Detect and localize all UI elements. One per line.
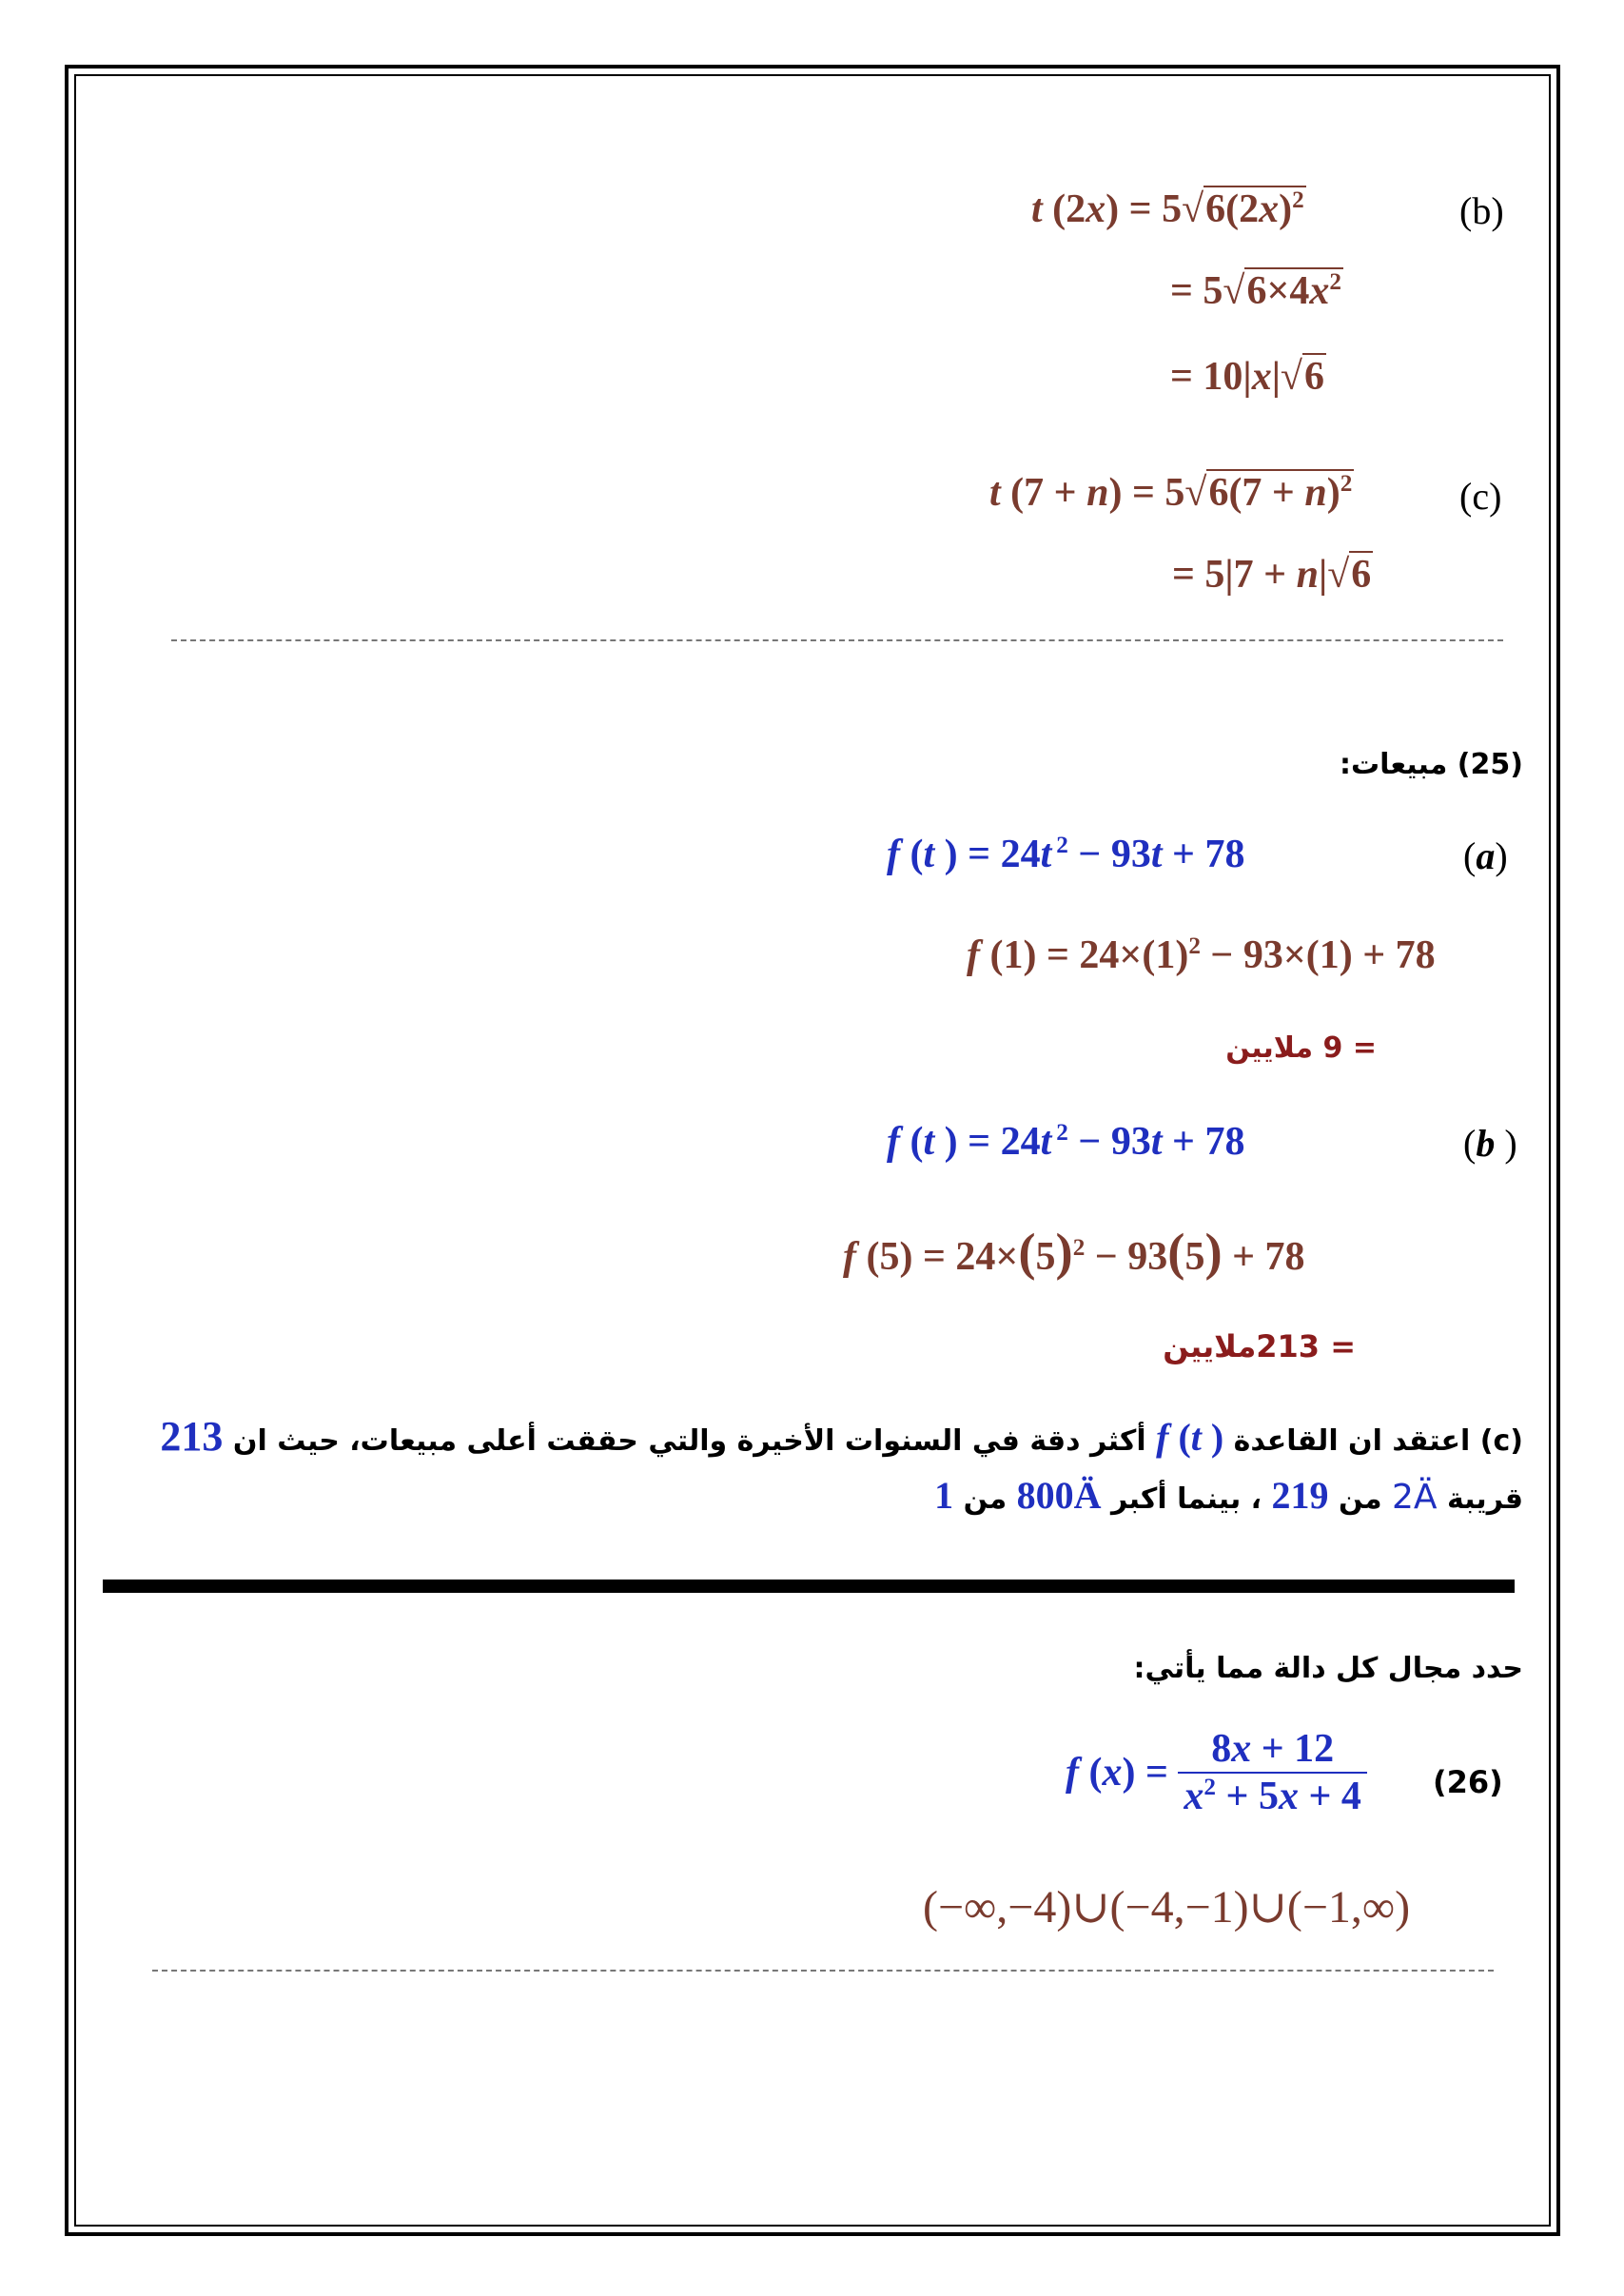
q25-b-result: = 213ملايين (1163, 1328, 1356, 1364)
part-b-line-1: t $(2x) = 5√6(2x)^2$ (1031, 187, 1304, 231)
q26-function: f (x) = $\frac{8x + 12}{x^2 + 5x + 4}$ (1066, 1726, 1367, 1819)
q25-c-text-2: أكثر دقة في السنوات الأخيرة والتي حققت أعلى مبيعات، حيث ان (232, 1424, 1146, 1458)
q25-b-calc: f $(5) = 24\times(5)^2 - 93(5) + 78$ (843, 1223, 1305, 1281)
q25-a-formula: f (t ) = 24t $^2$ − 93t + 78 (887, 833, 1245, 876)
q25-c-line2-c: ، بينما أكبر (1111, 1482, 1262, 1516)
q25-a-label: (a) (1463, 834, 1508, 877)
q25-b-label: (b ) (1463, 1122, 1517, 1165)
q26-domain: (−∞,−4)∪(−4,−1)∪(−1,∞) (923, 1882, 1411, 1933)
q26-denominator: $x^2 + 5x + 4$ (1184, 1775, 1361, 1818)
q25-c-1: 1 (934, 1474, 954, 1517)
q25-c-line-2 (934, 1473, 1523, 1518)
dashed-divider-1 (171, 639, 1503, 641)
q25-c-text-1: (c) اعتقد ان القاعدة (1233, 1424, 1523, 1458)
thick-divider (103, 1580, 1515, 1593)
q26-label: (26) (1433, 1764, 1503, 1800)
q25-c-ft: f (t ) (1156, 1416, 1224, 1459)
q25-c-800: 800Ä (1016, 1474, 1102, 1517)
part-b-line-2: = $5√6\times 4x^2$ (1170, 269, 1342, 313)
q26-fraction (1178, 1726, 1366, 1819)
q25-c-line-1 (160, 1412, 1523, 1461)
part-c-line-2: = 5|7 + n|√6 (1172, 553, 1372, 597)
q25-c-line2-d: من (963, 1482, 1008, 1516)
q25-c-2a: 2Ä (1392, 1478, 1438, 1517)
q25-c-line2-a: قريبة (1446, 1482, 1523, 1516)
part-b-line-3: = 10|x|√6 (1170, 355, 1324, 399)
q25-c-219: 219 (1271, 1474, 1329, 1517)
q25-c-line2-b: من (1338, 1482, 1382, 1516)
q25-a-result: = 9 ملايين (1225, 1031, 1377, 1065)
q25-b-formula: f (t ) = 24t $^2$ − 93t + 78 (887, 1120, 1245, 1164)
q25-c-213: 213 (160, 1413, 224, 1460)
q26-heading: حدد مجال كل دالة مما يأتي: (1133, 1652, 1523, 1685)
q25-heading: (25) مبيعات: (1339, 748, 1523, 781)
q26-numerator: 8x + 12 (1178, 1726, 1366, 1774)
q25-a-calc: f $(1) = 24\times(1)^2 - 93\times(1) + 78$ (967, 933, 1436, 977)
part-c-label: (c) (1459, 475, 1502, 518)
part-b-label: (b) (1459, 189, 1504, 232)
part-c-line-1: t $(7 + n) = 5√6(7 + n)^2$ (989, 471, 1353, 515)
dashed-divider-2 (152, 1970, 1494, 1972)
